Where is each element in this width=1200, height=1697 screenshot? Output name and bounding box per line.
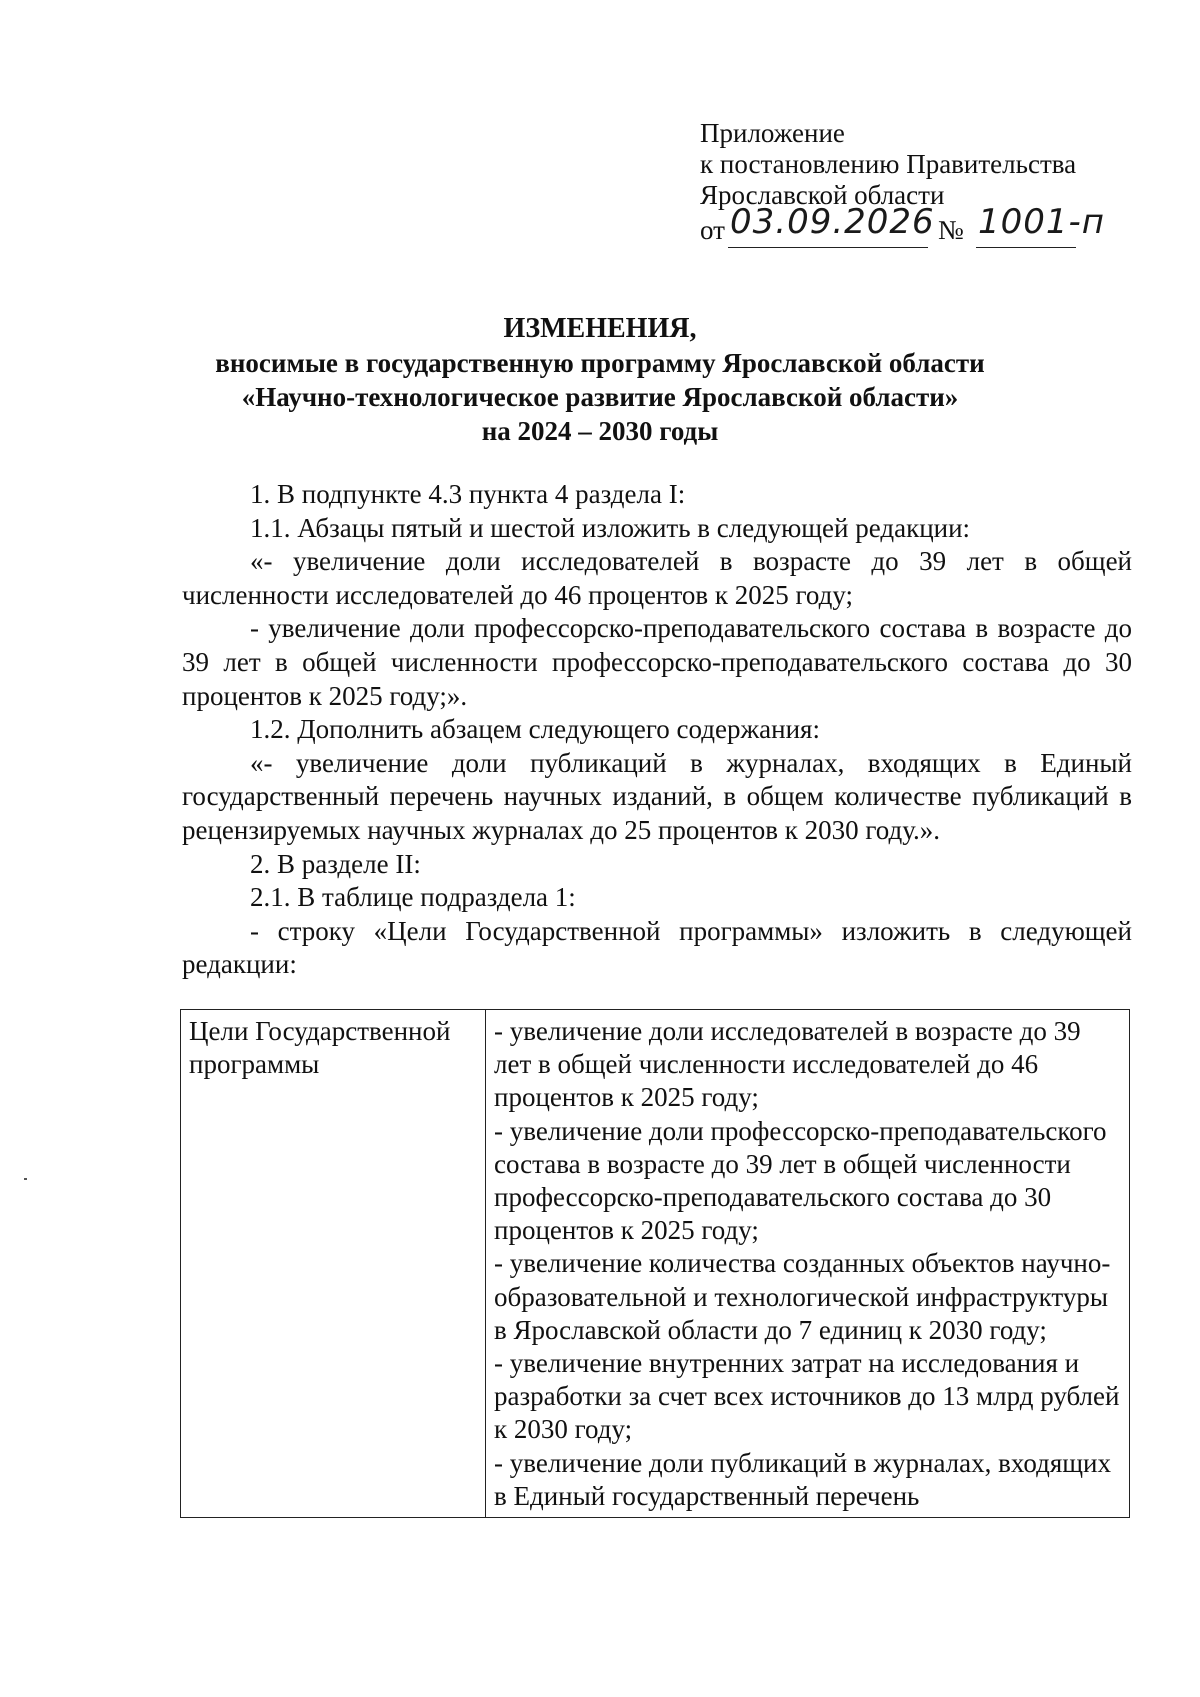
- resolution-date-number: [700, 202, 1150, 251]
- table-row: [181, 1010, 1130, 1518]
- number-underline: [976, 247, 1076, 248]
- paragraph: «- увеличение доли публикаций в журналах, входящих в Единый государственный перечень научных изданий, в общем количестве публикаций в рецензируемых научных журналах до 25 процентов к 2030 году.».: [182, 747, 1132, 845]
- document-body: [182, 478, 1132, 982]
- goal-item: - увеличение доли профессорско-преподавательского состава в возрасте до 39 лет в общей численности профессорско-преподавательского состава до 30 процентов к 2025 году;: [494, 1115, 1107, 1246]
- handwritten-date: 03.09.2026: [730, 202, 935, 242]
- date-prefix: от: [700, 215, 725, 245]
- appendix-block: [700, 118, 1150, 251]
- paragraph: 1. В подпункте 4.3 пункта 4 раздела I:: [250, 479, 686, 509]
- row-label: Цели Государственной программы: [189, 1016, 451, 1080]
- title-line-4: на 2024 – 2030 годы: [481, 416, 719, 446]
- appendix-line-1: Приложение: [700, 118, 845, 148]
- goal-item: - увеличение доли публикаций в журналах, входящих в Единый государственный перечень: [494, 1447, 1111, 1511]
- row-label-cell: [181, 1010, 486, 1518]
- paragraph: 1.2. Дополнить абзацем следующего содержания:: [250, 714, 820, 745]
- goal-item: - увеличение доли исследователей в возрасте до 39 лет в общей численности исследователей до 46 процентов к 2025 году;: [494, 1016, 1081, 1113]
- paragraph: - строку «Цели Государственной программы» изложить в следующей редакции:: [182, 915, 1132, 980]
- appendix-line-3: Ярославской области: [700, 180, 945, 210]
- paragraph: 2.1. В таблице подраздела 1:: [250, 882, 576, 913]
- number-prefix: №: [938, 215, 964, 245]
- scan-speck: [24, 1178, 27, 1180]
- document-title: [180, 312, 1020, 448]
- date-underline: [728, 247, 928, 248]
- paragraph: 1.1. Абзацы пятый и шестой изложить в следующей редакции:: [250, 512, 971, 543]
- goal-item: - увеличение внутренних затрат на исследования и разработки за счет всех источников до 13 млрд рублей к 2030 году;: [494, 1348, 1120, 1445]
- handwritten-number: 1001-п: [978, 202, 1106, 242]
- goals-table: [180, 1009, 1130, 1518]
- paragraph: «- увеличение доли исследователей в возрасте до 39 лет в общей численности исследователей до 46 процентов к 2025 году;: [182, 546, 1132, 610]
- title-line-2: вносимые в государственную программу Ярославской области: [215, 348, 985, 378]
- goal-item: - увеличение количества созданных объектов научно-образовательной и технологической инфраструктуры в Ярославской области до 7 единиц к 2030 году;: [494, 1248, 1111, 1345]
- paragraph: 2. В разделе II:: [250, 848, 421, 879]
- appendix-line-2: к постановлению Правительства: [700, 149, 1077, 179]
- title-line-1: ИЗМЕНЕНИЯ,: [503, 313, 697, 344]
- paragraph: - увеличение доли профессорско-преподавательского состава в возрасте до 39 лет в общей численности профессорско-преподавательского состава до 30 процентов к 2025 году;».: [182, 613, 1132, 711]
- title-line-3: «Научно-технологическое развитие Ярославской области»: [241, 382, 959, 412]
- goals-cell: [486, 1010, 1130, 1518]
